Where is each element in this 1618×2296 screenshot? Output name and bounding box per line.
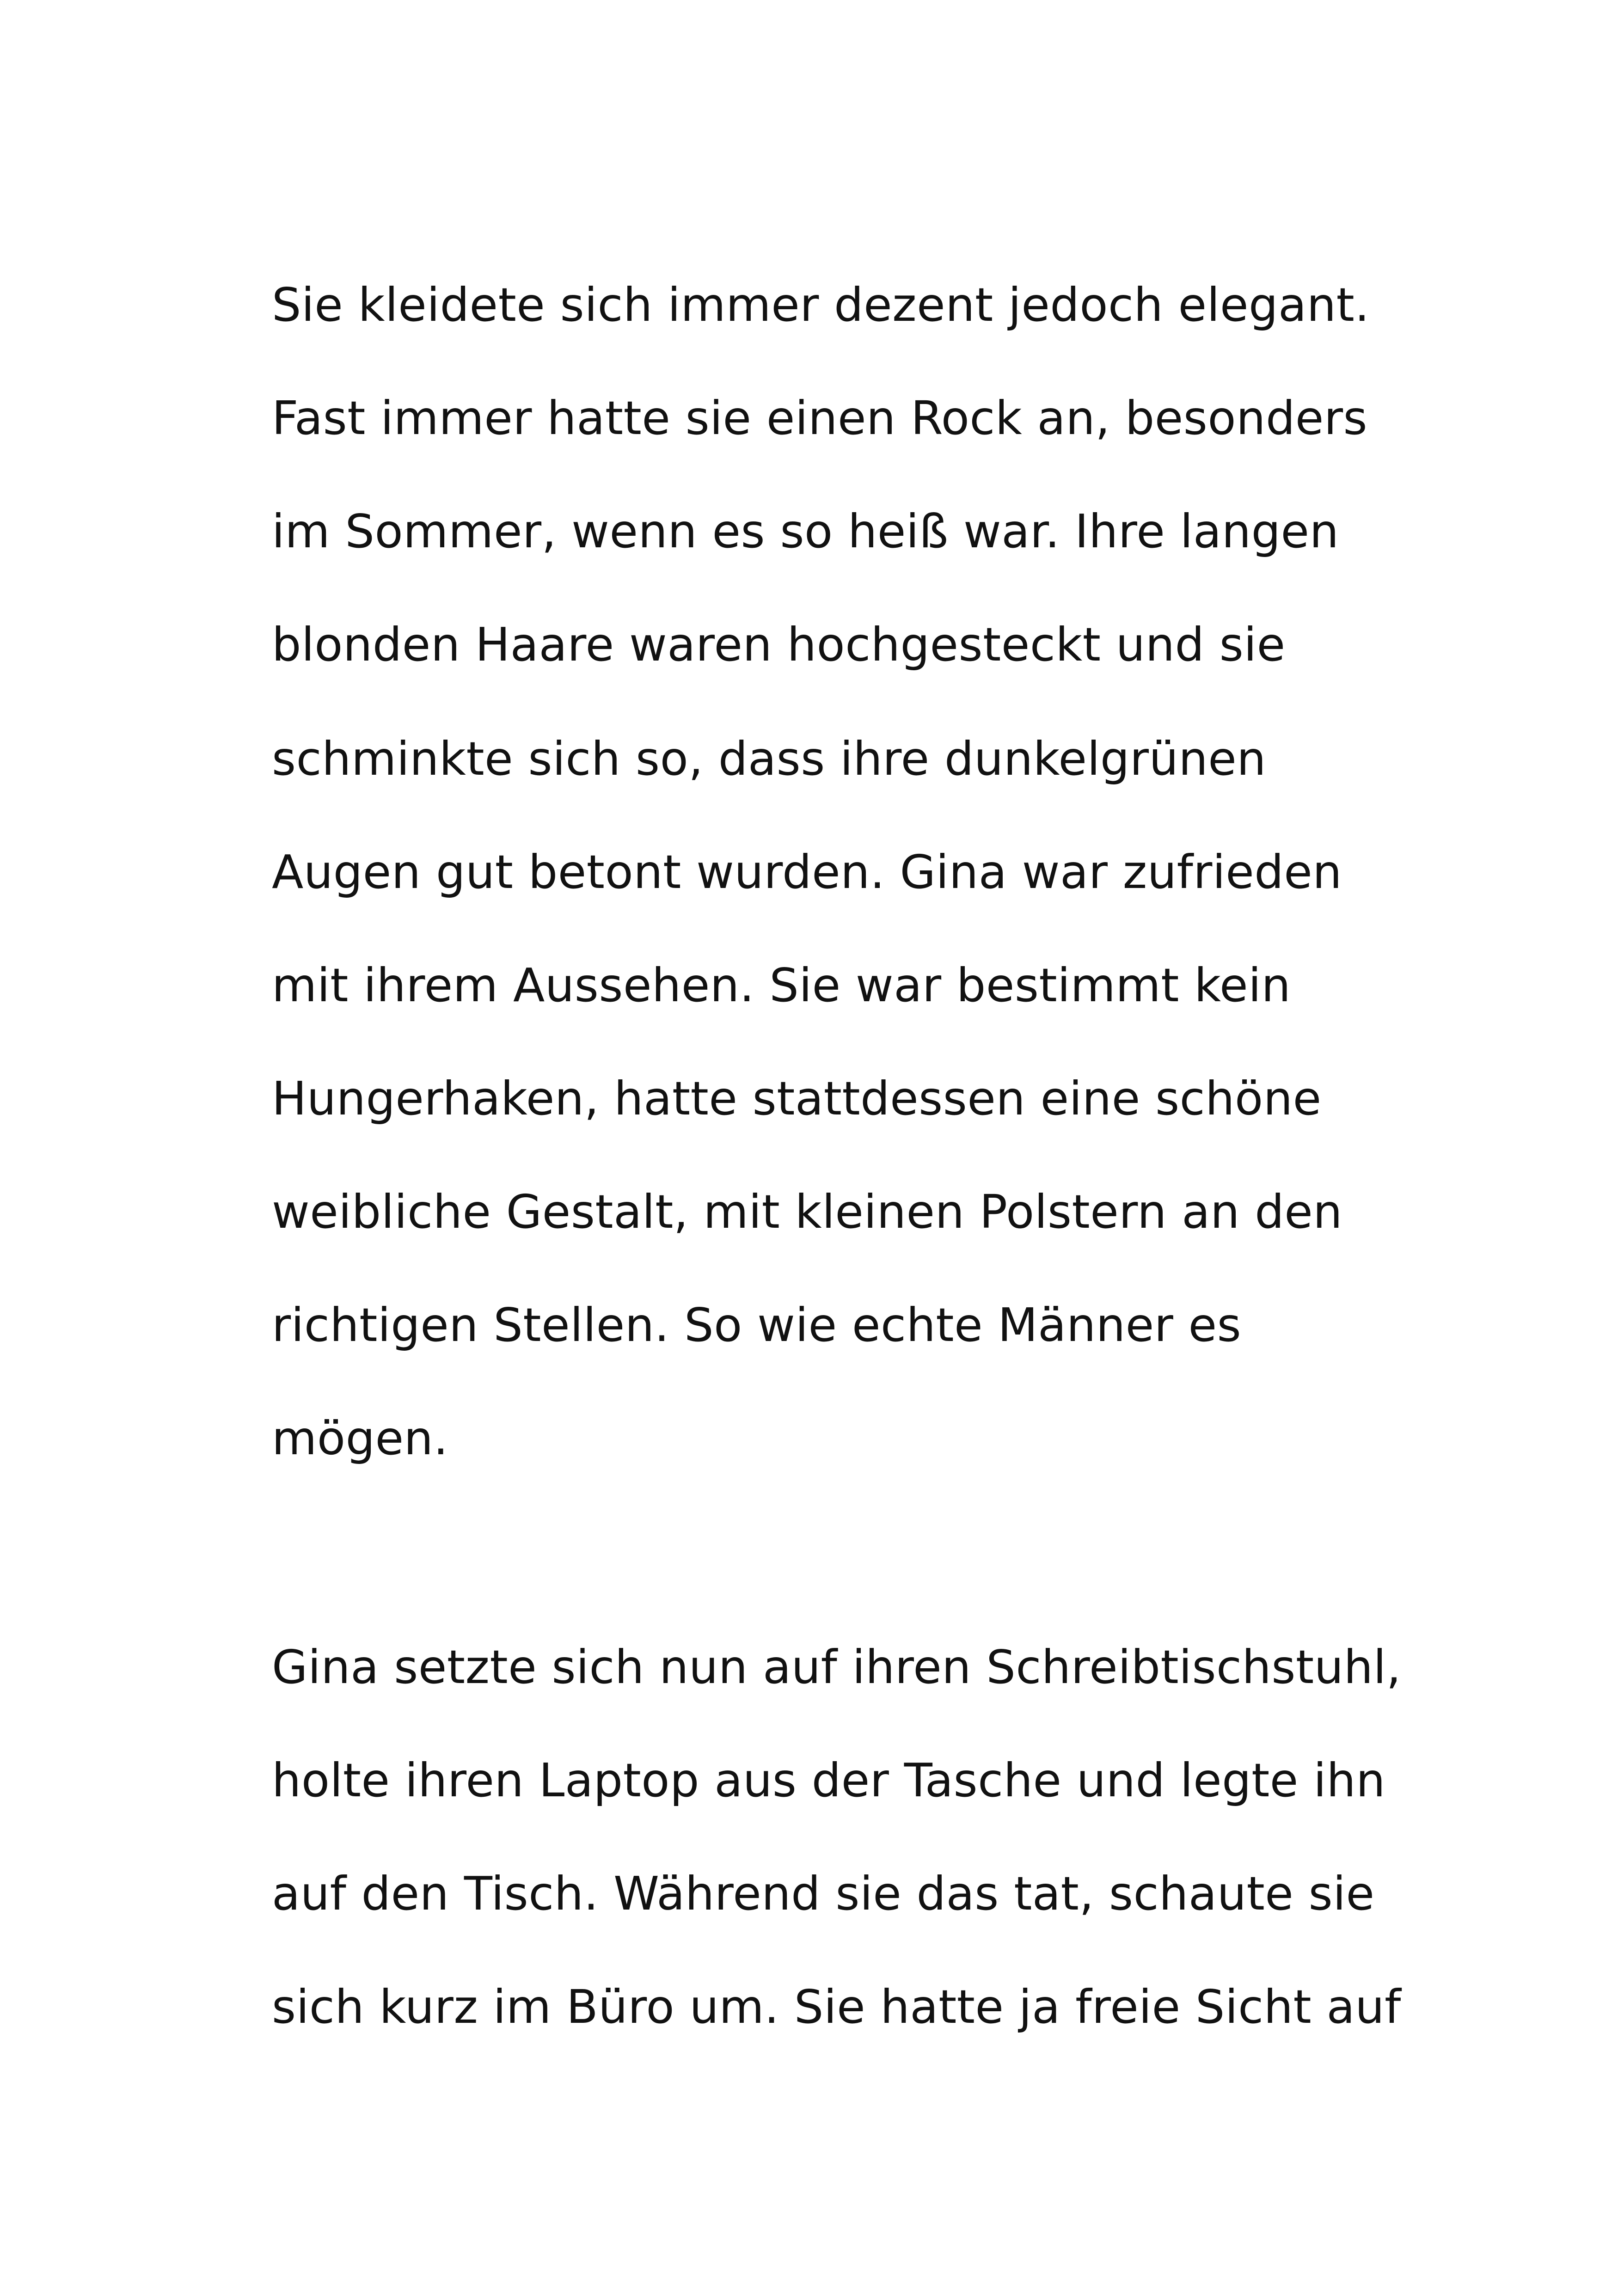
- text-line: holte ihren Laptop aus der Tasche und legte ihn: [272, 1753, 1386, 1807]
- text-line: mit ihrem Aussehen. Sie war bestimmt kein: [272, 958, 1291, 1012]
- text-line: weibliche Gestalt, mit kleinen Polstern an den: [272, 1185, 1343, 1239]
- text-line: im Sommer, wenn es so heiß war. Ihre langen: [272, 504, 1339, 558]
- text-line: Gina setzte sich nun auf ihren Schreibtischstuhl,: [272, 1640, 1402, 1694]
- text-line: richtigen Stellen. So wie echte Männer es: [272, 1298, 1242, 1352]
- text-line: Hungerhaken, hatte stattdessen eine schöne: [272, 1071, 1322, 1126]
- text-line: blonden Haare waren hochgesteckt und sie: [272, 618, 1286, 672]
- text-line: Augen gut betont wurden. Gina war zufrieden: [272, 845, 1342, 899]
- text-line: Fast immer hatte sie einen Rock an, besonders: [272, 391, 1368, 445]
- text-line: schminkte sich so, dass ihre dunkelgrünen: [272, 732, 1267, 786]
- text-line: Sie kleidete sich immer dezent jedoch elegant.: [272, 278, 1370, 332]
- text-line: mögen.: [272, 1411, 448, 1465]
- text-line: auf den Tisch. Während sie das tat, schaute sie: [272, 1867, 1375, 1921]
- text-line: sich kurz im Büro um. Sie hatte ja freie Sicht auf: [272, 1980, 1401, 2034]
